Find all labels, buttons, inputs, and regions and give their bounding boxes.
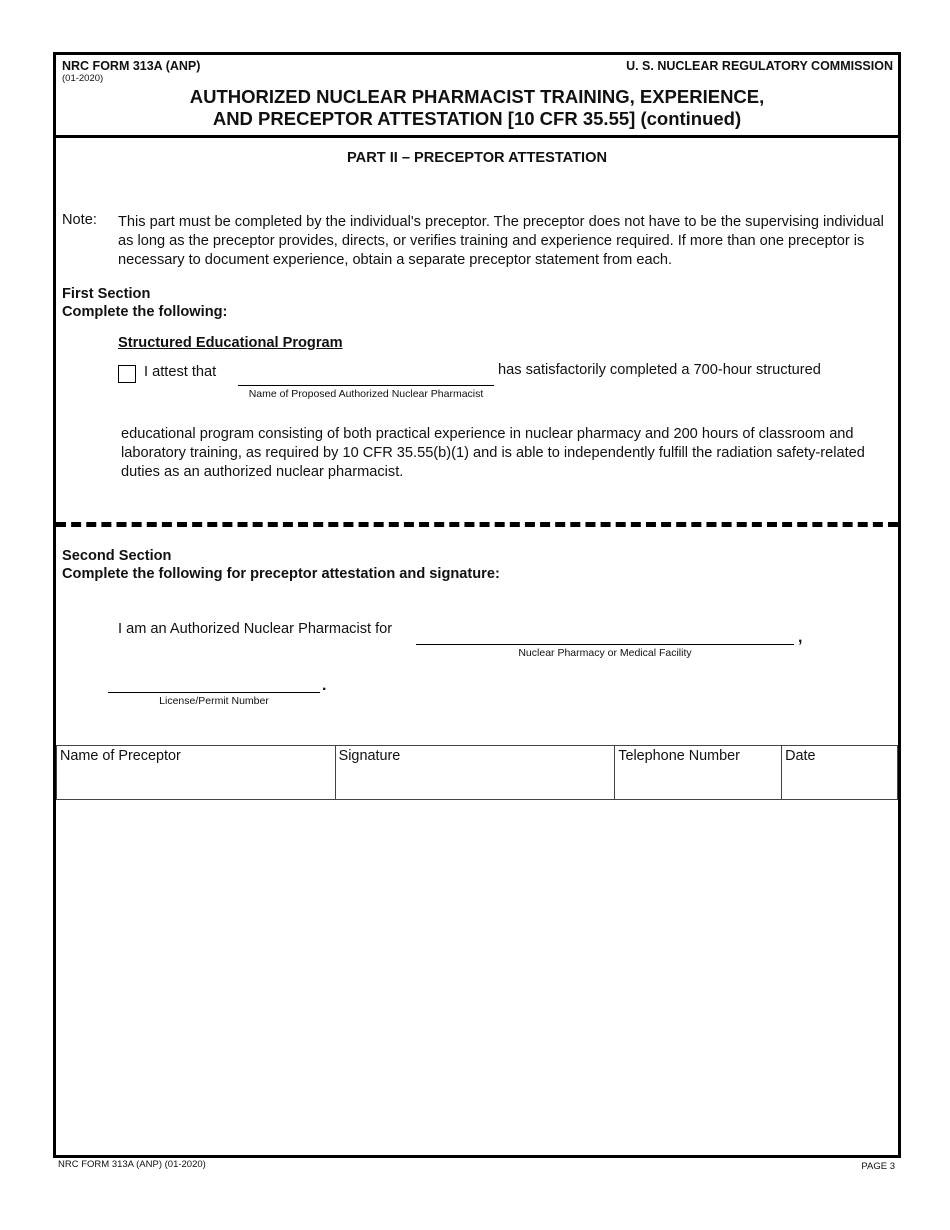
completion-text: has satisfactorily completed a 700-hour structured — [498, 362, 821, 378]
footer-form-ref: NRC FORM 313A (ANP) (01-2020) — [58, 1159, 206, 1170]
telephone-label: Telephone Number — [618, 748, 740, 764]
facility-caption: Nuclear Pharmacy or Medical Facility — [518, 647, 692, 659]
second-section-title: Second Section — [62, 548, 172, 564]
pharmacist-name-field[interactable] — [238, 385, 494, 386]
attest-label: I attest that — [144, 364, 217, 380]
form-date: (01-2020) — [62, 73, 104, 84]
second-section-subtitle: Complete the following for preceptor attestation and signature: — [62, 566, 500, 582]
preceptor-name-cell[interactable] — [57, 746, 336, 800]
program-heading: Structured Educational Program — [118, 335, 343, 351]
telephone-cell[interactable] — [615, 746, 782, 800]
agency-name: U. S. NUCLEAR REGULATORY COMMISSION — [626, 59, 893, 73]
page-number: PAGE 3 — [861, 1161, 895, 1172]
signature-cell[interactable] — [335, 746, 615, 800]
signature-table — [56, 745, 898, 800]
part-heading: PART II – PRECEPTOR ATTESTATION — [347, 150, 607, 166]
form-title-line1: AUTHORIZED NUCLEAR PHARMACIST TRAINING, EXPERIENCE, — [189, 86, 765, 107]
header-divider — [56, 135, 898, 138]
form-id: NRC FORM 313A (ANP) — [62, 59, 201, 73]
license-number-field[interactable] — [108, 692, 320, 693]
preceptor-name-label: Name of Preceptor — [60, 748, 181, 764]
facility-comma: , — [798, 629, 803, 646]
attest-checkbox[interactable] — [118, 365, 136, 383]
first-section-title: First Section — [62, 286, 151, 302]
program-body-text: educational program consisting of both practical experience in nuclear pharmacy and 200 hours of classroom and laboratory training, as required by 10 CFR 35.55(b)(1) and is able to independently fulfill the radiation safety-related duties as an authorized nuclear pharmacist. — [121, 426, 865, 480]
note-text: This part must be completed by the individual's preceptor. The preceptor does not have to be the supervising individual as long as the preceptor provides, directs, or verifies training and experience required. If more than one preceptor is necessary to document experience, obtain a separate preceptor statement from each. — [118, 214, 884, 268]
first-section-subtitle: Complete the following: — [62, 304, 228, 320]
date-cell[interactable] — [782, 746, 898, 800]
license-period: . — [322, 677, 327, 694]
pharmacist-name-caption: Name of Proposed Authorized Nuclear Pharmacist — [248, 388, 484, 400]
note-label: Note: — [62, 212, 97, 228]
signature-label: Signature — [338, 748, 401, 764]
license-caption: License/Permit Number — [159, 695, 269, 707]
facility-field[interactable] — [416, 644, 794, 645]
anp-statement: I am an Authorized Nuclear Pharmacist for — [118, 621, 393, 637]
date-label: Date — [785, 748, 816, 764]
form-frame — [53, 52, 901, 1158]
form-title-line2: AND PRECEPTOR ATTESTATION [10 CFR 35.55] (continued) — [212, 108, 742, 129]
section-divider — [56, 522, 898, 527]
